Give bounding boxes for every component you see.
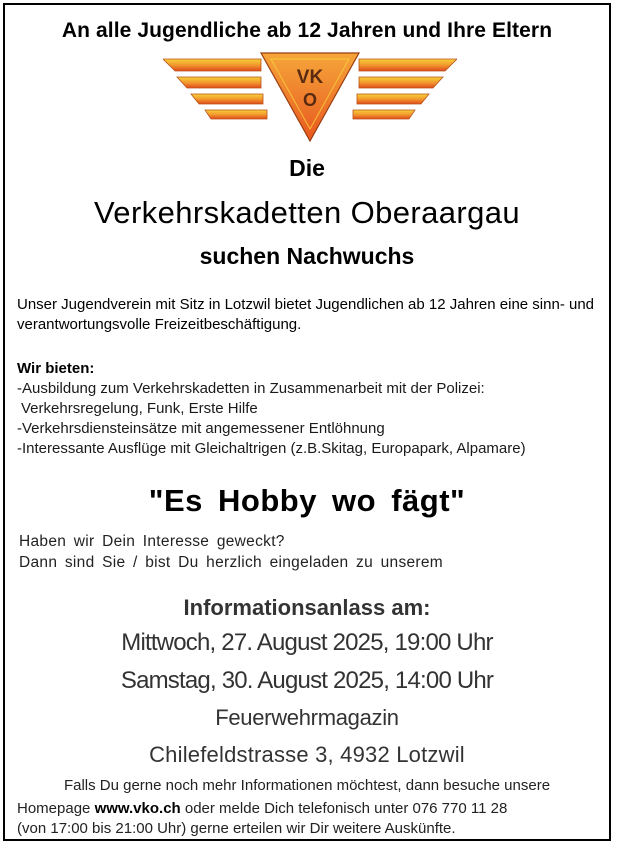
event-venue: Feuerwehrmagazin	[215, 705, 399, 730]
event-date-1: Mittwoch, 27. August 2025, 19:00 Uhr	[121, 629, 493, 656]
list-item: -Interessante Ausflüge mit Gleichaltrigen (z.B.Skitag, Europapark, Alpamare)	[17, 440, 526, 457]
right-wing-icon	[353, 59, 457, 119]
list-item: -Ausbildung zum Verkehrskadetten in Zusammenarbeit mit der Polizei:	[17, 380, 485, 397]
list-item: Verkehrsregelung, Funk, Erste Hilfe	[21, 400, 258, 417]
slogan: "Es Hobby wo fägt"	[148, 483, 466, 518]
list-item: -Verkehrsdiensteinsätze mit angemessener Entlöhnung	[17, 420, 385, 437]
headline: An alle Jugendliche ab 12 Jahren und Ihre Eltern	[61, 19, 553, 42]
footer-line-2	[17, 800, 507, 817]
footer-line-1: Falls Du gerne noch mehr Informationen möchtest, dann besuche unsere	[63, 777, 551, 794]
info-event-title: Informationsanlass am:	[183, 595, 431, 620]
question-interest: Haben wir Dein Interesse geweckt?	[19, 533, 285, 550]
flyer-frame	[3, 3, 611, 841]
event-date-2: Samstag, 30. August 2025, 14:00 Uhr	[120, 667, 494, 694]
left-wing-icon	[163, 59, 267, 119]
footer-line-3: (von 17:00 bis 21:00 Uhr) gerne erteilen wir Dir weitere Auskünfte.	[17, 820, 456, 837]
invitation-line: Dann sind Sie / bist Du herzlich eingeladen zu unserem	[19, 554, 444, 571]
logo-text-o: O	[302, 90, 318, 110]
logo-text-vk: VK	[296, 67, 324, 88]
organization-name: Verkehrskadetten Oberaargau	[93, 195, 521, 230]
vko-wings-logo	[163, 51, 457, 143]
event-address: Chilefeldstrasse 3, 4932 Lotzwil	[149, 742, 465, 767]
offer-list	[17, 379, 611, 459]
footer-phone-text: oder melde Dich telefonisch unter 076 770 11 28	[180, 800, 508, 817]
subtitle: suchen Nachwuchs	[199, 243, 415, 269]
intro-paragraph: Unser Jugendverein mit Sitz in Lotzwil bietet Jugendlichen ab 12 Jahren eine sinn- und verantwortungsvolle Freizeitbeschäftigung.	[17, 296, 595, 333]
title-die: Die	[289, 155, 325, 181]
offer-heading: Wir bieten:	[17, 360, 95, 377]
footer-homepage-prefix: Homepage	[17, 800, 95, 817]
website-link[interactable]: www.vko.ch	[94, 800, 181, 817]
